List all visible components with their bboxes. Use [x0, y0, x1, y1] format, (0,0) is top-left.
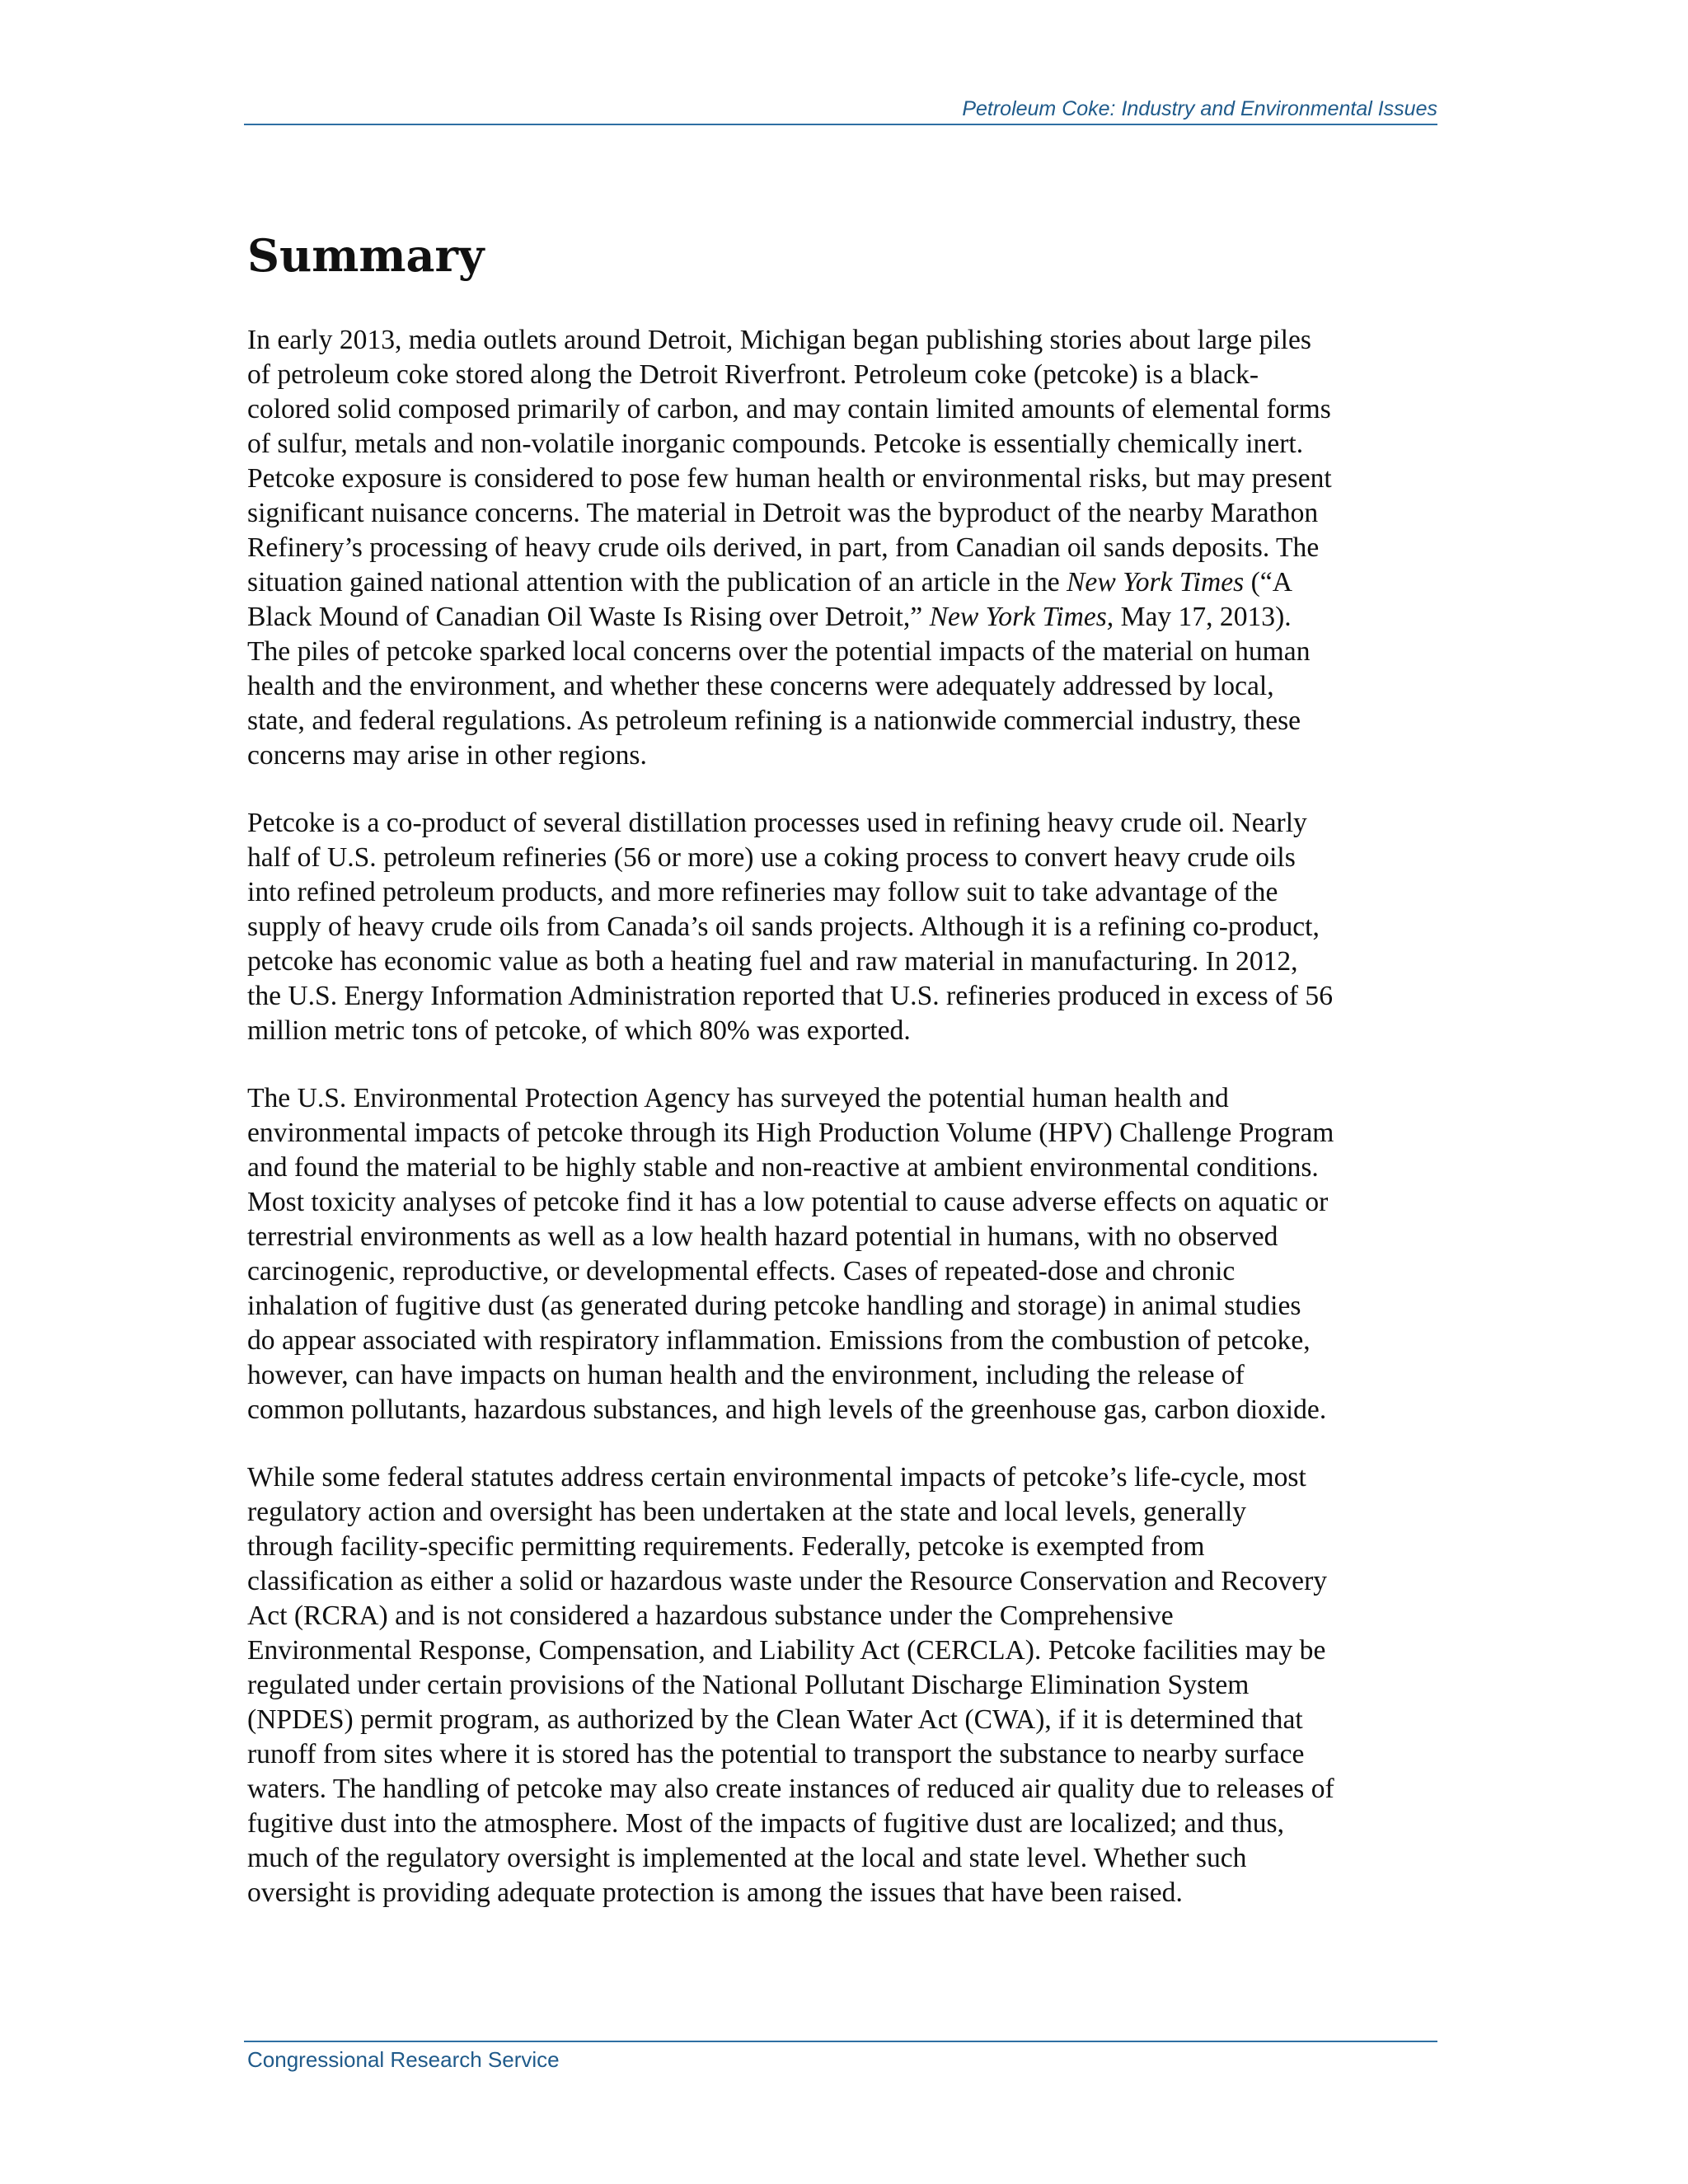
text-line: Act (RCRA) and is not considered a hazardous substance under the Comprehensive [247, 1601, 1174, 1631]
text-line: much of the regulatory oversight is implemented at the local and state level. Whether such [247, 1843, 1247, 1873]
text-line: supply of heavy crude oils from Canada’s oil sands projects. Although it is a refining co-product, [247, 912, 1320, 942]
publication-title: New York Times, [929, 602, 1114, 632]
paragraph-4 [247, 1460, 1441, 1910]
text-line: Most toxicity analyses of petcoke find it has a low potential to cause adverse effects on aquatic or [247, 1187, 1329, 1217]
text-line: In early 2013, media outlets around Detroit, Michigan began publishing stories about large piles [247, 325, 1311, 355]
text-line: colored solid composed primarily of carbon, and may contain limited amounts of elemental forms [247, 394, 1331, 424]
text-line: terrestrial environments as well as a low health hazard potential in humans, with no observed [247, 1221, 1278, 1252]
text-line: environmental impacts of petcoke through its High Production Volume (HPV) Challenge Program [247, 1118, 1334, 1148]
summary-body [247, 323, 1441, 1943]
text-line: the U.S. Energy Information Administration reported that U.S. refineries produced in excess of 56 [247, 981, 1334, 1011]
text-line: oversight is providing adequate protection is among the issues that have been raised. [247, 1877, 1183, 1908]
text-line: The U.S. Environmental Protection Agency has surveyed the potential human health and [247, 1083, 1229, 1113]
text-line: into refined petroleum products, and more refineries may follow suit to take advantage of the [247, 877, 1278, 907]
text-line: classification as either a solid or hazardous waste under the Resource Conservation and Recovery [247, 1566, 1328, 1596]
text-line: half of U.S. petroleum refineries (56 or more) use a coking process to convert heavy crude oils [247, 842, 1296, 873]
header-rule [244, 124, 1437, 125]
text-line: however, can have impacts on human health and the environment, including the release of [247, 1360, 1245, 1390]
text-line: petcoke has economic value as both a heating fuel and raw material in manufacturing. In 2012, [247, 946, 1298, 977]
text-line: carcinogenic, reproductive, or developmental effects. Cases of repeated-dose and chronic [247, 1256, 1236, 1286]
text-line: regulatory action and oversight has been undertaken at the state and local levels, generally [247, 1497, 1247, 1527]
text-line: While some federal statutes address certain environmental impacts of petcoke’s life-cycle, most [247, 1462, 1306, 1493]
text-line: inhalation of fugitive dust (as generated during petcoke handling and storage) in animal studies [247, 1291, 1301, 1321]
text-line: fugitive dust into the atmosphere. Most of the impacts of fugitive dust are localized; and thus, [247, 1808, 1284, 1839]
text-line: significant nuisance concerns. The material in Detroit was the byproduct of the nearby Marathon [247, 498, 1319, 528]
text-line: of petroleum coke stored along the Detroit Riverfront. Petroleum coke (petcoke) is a black- [247, 359, 1259, 390]
section-title: Summary [247, 229, 485, 282]
text-line: Refinery’s processing of heavy crude oils derived, in part, from Canadian oil sands deposits. The [247, 532, 1320, 563]
text-line: waters. The handling of petcoke may also create instances of reduced air quality due to releases of [247, 1774, 1334, 1804]
publication-title: New York Times [1067, 567, 1245, 598]
text-line: through facility-specific permitting requirements. Federally, petcoke is exempted from [247, 1531, 1205, 1562]
text-line: Petcoke exposure is considered to pose few human health or environmental risks, but may present [247, 463, 1332, 494]
text-line [247, 600, 1441, 635]
text-line: regulated under certain provisions of the National Pollutant Discharge Elimination System [247, 1670, 1250, 1700]
text-line: Environmental Response, Compensation, and Liability Act (CERCLA). Petcoke facilities may be [247, 1635, 1326, 1666]
text-line: (NPDES) permit program, as authorized by the Clean Water Act (CWA), if it is determined that [247, 1704, 1303, 1735]
text-line: runoff from sites where it is stored has the potential to transport the substance to nearby surface [247, 1739, 1305, 1769]
text-line: million metric tons of petcoke, of which 80% was exported. [247, 1015, 911, 1046]
text-line [247, 565, 1441, 600]
paragraph-1 [247, 323, 1441, 773]
footer-rule [244, 2041, 1437, 2042]
text-line: concerns may arise in other regions. [247, 740, 647, 771]
text-line: of sulfur, metals and non-volatile inorganic compounds. Petcoke is essentially chemically inert. [247, 429, 1304, 459]
text-segment: situation gained national attention with the publication of an article in the [247, 567, 1067, 598]
running-header-title: Petroleum Coke: Industry and Environmental Issues [962, 97, 1437, 120]
text-segment: (“A [1244, 567, 1292, 598]
text-line: health and the environment, and whether these concerns were adequately addressed by local, [247, 671, 1274, 701]
text-line: do appear associated with respiratory inflammation. Emissions from the combustion of petcoke, [247, 1325, 1311, 1356]
text-line: Petcoke is a co-product of several distillation processes used in refining heavy crude oil. Nearly [247, 808, 1307, 838]
text-line: common pollutants, hazardous substances, and high levels of the greenhouse gas, carbon dioxide. [247, 1394, 1327, 1425]
text-segment: Black Mound of Canadian Oil Waste Is Rising over Detroit,” [247, 602, 930, 632]
footer-publisher: Congressional Research Service [247, 2047, 560, 2072]
paragraph-2 [247, 806, 1441, 1048]
text-segment: May 17, 2013). [1114, 602, 1292, 632]
paragraph-3 [247, 1081, 1441, 1427]
text-line: and found the material to be highly stable and non-reactive at ambient environmental conditions. [247, 1152, 1319, 1183]
text-line: The piles of petcoke sparked local concerns over the potential impacts of the material on human [247, 636, 1311, 667]
text-line: state, and federal regulations. As petroleum refining is a nationwide commercial industry, these [247, 705, 1301, 736]
